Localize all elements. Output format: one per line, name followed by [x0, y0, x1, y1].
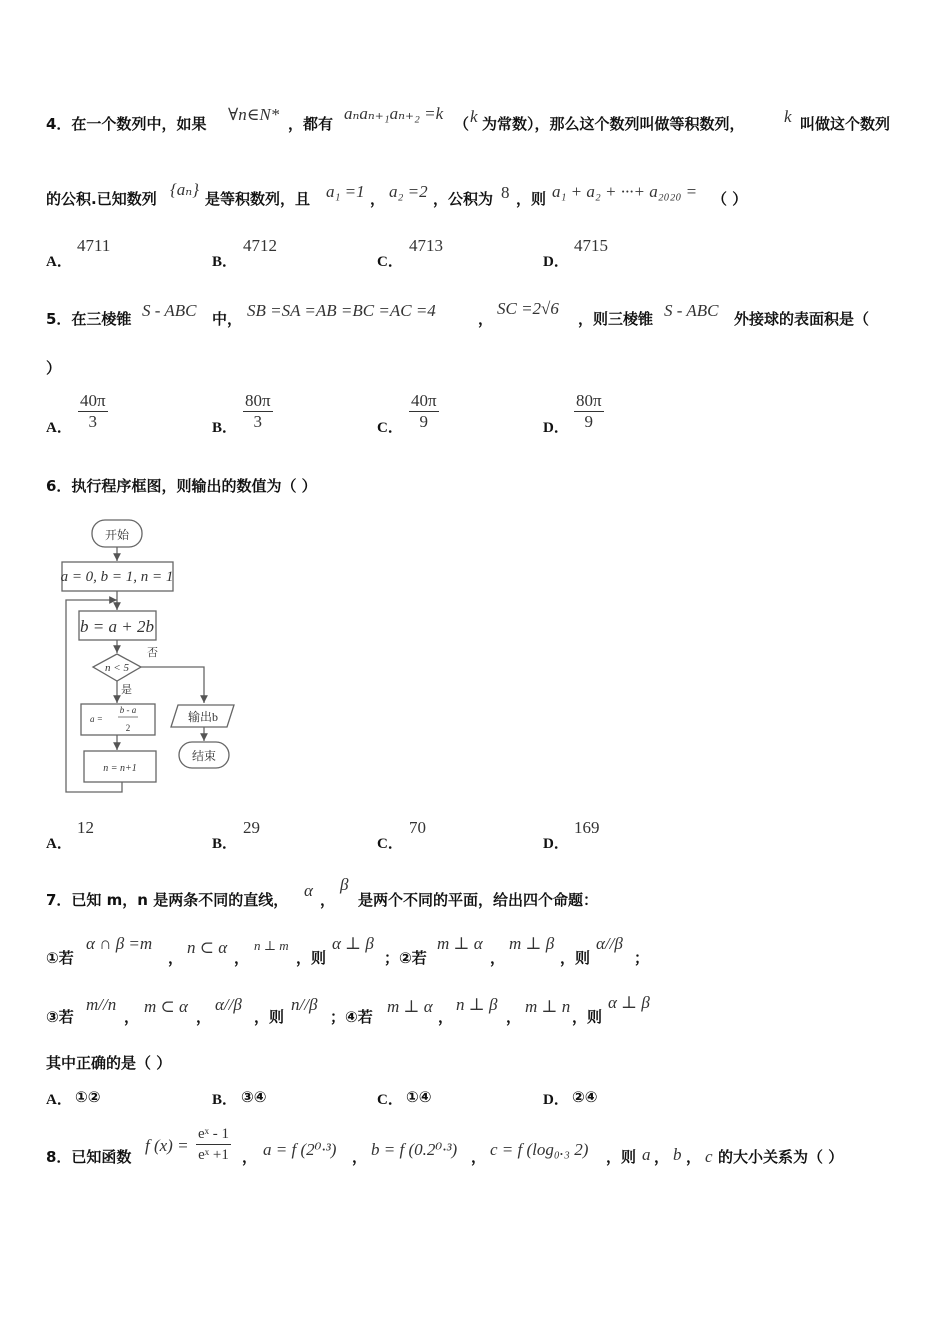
option-label: B．: [212, 254, 238, 270]
flow-init-label: a = 0, b = 1, n = 1: [60, 569, 174, 585]
option-value: ①②: [75, 1088, 101, 1106]
flow-assign-lhs: a =: [90, 714, 103, 724]
option-value: 12: [77, 818, 94, 837]
q8-text-e: ，则: [606, 1148, 637, 1166]
q5-math-sc: SC =2√6: [497, 299, 559, 318]
option-label: B．: [212, 836, 238, 852]
q7-p1-text-h: ；: [634, 949, 650, 967]
q7-p2-text-f: ，: [438, 1008, 454, 1026]
fraction-numerator: 40π: [411, 391, 437, 410]
option-label: A．: [46, 836, 72, 852]
q7-p2-text-g: ，: [506, 1008, 522, 1026]
q7-p1-text-a: ①若: [46, 949, 74, 967]
q4-math-a2: a₂ =2: [389, 182, 428, 201]
q8-math-f: f (x) =: [145, 1136, 189, 1155]
q7-p2-text-h: ，则: [572, 1008, 603, 1026]
flow-no-label: 否: [147, 647, 158, 659]
q7-p1-math-2: n ⊂ α: [187, 938, 228, 957]
q4-math-k2: k: [784, 107, 792, 126]
q8-math-vb: b: [673, 1145, 682, 1164]
q8-math-c: c = f (log₀.₃ 2): [490, 1140, 589, 1159]
fraction-denominator: 3: [253, 412, 263, 431]
fraction-denominator: 9: [419, 412, 429, 431]
option-label: B．: [212, 1092, 238, 1108]
option-value: ③④: [241, 1088, 267, 1106]
flow-yes-label: 是: [121, 684, 132, 696]
q4-math-8: 8: [501, 183, 510, 202]
q8-text-h: 的大小关系为（ ）: [718, 1148, 844, 1166]
option-label: C．: [377, 1092, 403, 1108]
q7-p1-math-6: m ⊥ β: [509, 934, 555, 953]
q7-which: 其中正确的是（ ）: [46, 1054, 172, 1072]
q4-text-f: 的公积.已知数列: [46, 190, 157, 208]
q8-math-va: a: [642, 1145, 651, 1164]
q4-text-j: ，则: [516, 190, 547, 208]
q4-text-b: ，都有: [288, 115, 334, 133]
q8-fraction: [196, 1124, 231, 1165]
q7-p2-text-c: ，: [196, 1008, 212, 1026]
q7-p1-text-c: ，: [234, 949, 250, 967]
option-label: C．: [377, 254, 403, 270]
q4-math-forall: ∀n∈N*: [228, 105, 280, 124]
flow-cond-label: n < 5: [105, 662, 129, 674]
q7-p2-math-2: m ⊂ α: [144, 997, 188, 1016]
option-label: B．: [212, 420, 238, 436]
q4-text-a: 4．在一个数列中，如果: [46, 115, 207, 133]
q7-p2-text-a: ③若: [46, 1008, 74, 1026]
flow-incr-label: n = n+1: [103, 763, 137, 774]
q4-text-i: ，公积为: [433, 190, 494, 208]
option-label: D．: [543, 254, 569, 270]
q5-math-tetra: S - ABC: [142, 301, 197, 320]
q7-p2-text-e: ；④若: [330, 1008, 373, 1026]
option-label: A．: [46, 420, 72, 436]
q7-p2-math-7: m ⊥ n: [525, 997, 571, 1016]
q4-text-d: 为常数），那么这个数列叫做等积数列，: [482, 115, 745, 133]
q8-text-f: ，: [654, 1148, 670, 1166]
q7-p2-text-d: ，则: [254, 1008, 285, 1026]
option-value: 4711: [77, 236, 111, 255]
q7-p1-text-d: ，则: [296, 949, 327, 967]
q8-text-c: ，: [352, 1148, 368, 1166]
option-value: 29: [243, 818, 260, 837]
option-label: A．: [46, 254, 72, 270]
q5-math-tetra2: S - ABC: [664, 301, 719, 320]
q7-p1-math-3: n ⊥ m: [254, 938, 289, 953]
q7-p2-math-8: α ⊥ β: [608, 993, 650, 1012]
flow-step-label: b = a + 2b: [80, 617, 154, 636]
option-value: 4715: [574, 236, 608, 255]
q7-p1-text-g: ，则: [560, 949, 591, 967]
q4-math-sum: a₁ + a₂ + ···+ a₂₀₂₀ =: [552, 182, 698, 201]
q5-text-d: ，则三棱锥: [578, 310, 654, 328]
q5-math-edges: SB =SA =AB =BC =AC =4: [247, 301, 436, 320]
q7-text-a: 7．已知 m，n 是两条不同的直线，: [46, 891, 289, 909]
option-label: A．: [46, 1092, 72, 1108]
option-label: C．: [377, 836, 403, 852]
fraction-numerator: 80π: [576, 391, 602, 410]
option-value: ②④: [572, 1088, 598, 1106]
option-value: 4713: [409, 236, 443, 255]
flow-end-label: 结束: [191, 749, 217, 763]
q4-text-k: （ ）: [712, 190, 748, 208]
q7-p1-text-e: ；②若: [384, 949, 427, 967]
q8-text-d: ，: [471, 1148, 487, 1166]
q8-text-b: ，: [242, 1148, 258, 1166]
flow-assign-num: b - a: [119, 705, 137, 715]
q7-p2-math-6: n ⊥ β: [456, 995, 498, 1014]
flow-start-label: 开始: [104, 528, 130, 542]
q7-p1-math-1: α ∩ β =m: [86, 934, 153, 953]
q4-text-h: ，: [370, 190, 386, 208]
option-value: 169: [574, 818, 600, 837]
q8-text-a: 8．已知函数: [46, 1148, 132, 1166]
q4-math-a1: a₁ =1: [326, 182, 365, 201]
fraction-numerator: 80π: [245, 391, 271, 410]
option-value: 4712: [243, 236, 277, 255]
q7-p1-text-b: ，: [168, 949, 184, 967]
q7-text-b: ，: [320, 891, 336, 909]
q8-math-vc: c: [705, 1147, 713, 1166]
q8-math-a: a = f (2⁰·³): [263, 1140, 337, 1159]
q8-math-b: b = f (0.2⁰·³): [371, 1140, 458, 1159]
q7-p2-text-b: ，: [124, 1008, 140, 1026]
q7-p1-math-4: α ⊥ β: [332, 934, 374, 953]
fraction-numerator: eˣ - 1: [196, 1124, 231, 1145]
q7-math-beta: β: [340, 875, 349, 894]
q6-text: 6．执行程序框图，则输出的数值为（ ）: [46, 477, 317, 495]
option-label: D．: [543, 420, 569, 436]
q4-text-g: 是等积数列，且: [205, 190, 311, 208]
fraction-denominator: 3: [88, 412, 98, 431]
q5-text-a: 5．在三棱锥: [46, 310, 132, 328]
q7-text-c: 是两个不同的平面，给出四个命题：: [358, 891, 599, 909]
q7-p2-math-5: m ⊥ α: [387, 997, 433, 1016]
q4-text-c: （: [454, 115, 470, 133]
q4-math-k: k: [470, 107, 478, 126]
q5-text-b: 中，: [212, 310, 243, 328]
flow-assign-den: 2: [125, 723, 131, 733]
option-value: ①④: [406, 1088, 432, 1106]
option-label: D．: [543, 1092, 569, 1108]
flow-arrow-no: [141, 667, 204, 703]
q4-math-product: aₙaₙ₊₁aₙ₊₂ =k: [344, 104, 444, 123]
option-label: C．: [377, 420, 403, 436]
option-label: D．: [543, 836, 569, 852]
q7-p1-text-f: ，: [490, 949, 506, 967]
q4-text-e: 叫做这个数列: [800, 115, 891, 133]
q7-p1-math-7: α//β: [596, 934, 623, 953]
q7-p2-math-4: n//β: [291, 995, 318, 1014]
q8-text-g: ，: [686, 1148, 702, 1166]
flow-output-label: 输出b: [187, 710, 219, 724]
option-value: 70: [409, 818, 426, 837]
fraction-denominator: eˣ +1: [198, 1147, 229, 1163]
fraction-numerator: 40π: [80, 391, 106, 410]
q5-text-c: ，: [478, 310, 494, 328]
q7-p2-math-1: m//n: [86, 995, 117, 1014]
q7-p1-math-5: m ⊥ α: [437, 934, 483, 953]
q5-text-f: ）: [46, 359, 62, 377]
q5-text-e: 外接球的表面积是（: [734, 310, 870, 328]
q4-math-seq: {aₙ}: [170, 180, 199, 199]
q7-math-alpha: α: [304, 881, 313, 900]
fraction-denominator: 9: [584, 412, 594, 431]
q7-p2-math-3: α//β: [215, 995, 242, 1014]
